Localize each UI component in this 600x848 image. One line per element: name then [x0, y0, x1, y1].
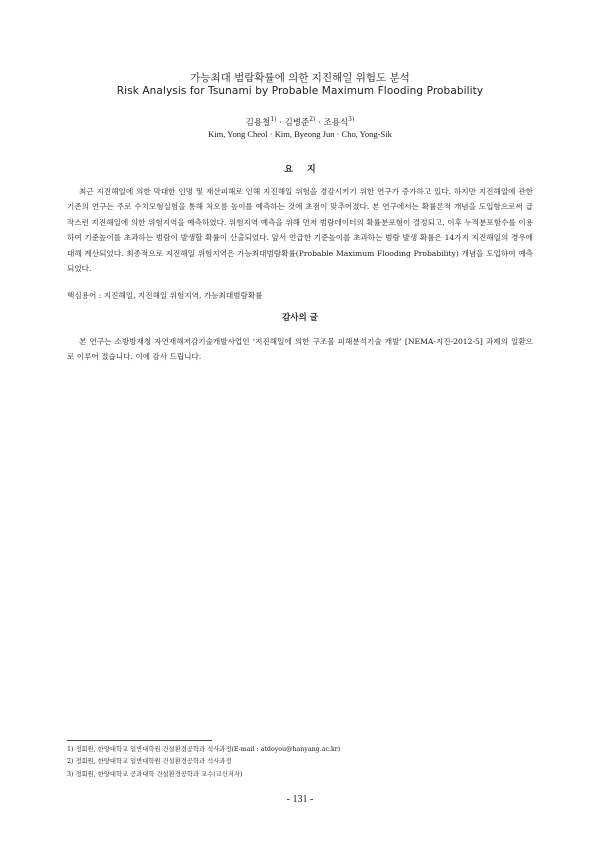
footnote-item: 1) 정회원, 한양대학교 일반대학원 건설환경공학과 석사과정(E-mail : atdoyou@hanyang.ac.kr) — [67, 746, 341, 753]
footnote-divider — [67, 740, 212, 741]
author-mark: 1) — [270, 116, 277, 124]
abstract-text: 최근 지진해일에 의한 막대한 인명 및 재산피해로 인해 지진해일 위험을 경감시키기 위한 연구가 증가하고 있다. 하지만 지진해일에 관한 기존의 연구는 주로 수치모형실험을 통해 처오름 높이를 예측하는 것에 초점이 맞추어졌다. 본 연구에서는 확률론적 개념을 도입함으로써 급작스런 지진해일에 의한 위험지역을 예측하였다. 위험지역 예측을 위해 먼저 범람데이터의 확률분포형이 결정되고, 이후 누적분포함수를 이용하여 기준높이를 초과하는 범람이 발생할 확률이 산출되었다. 앞서 언급한 기준높이를 초과하는 범람 발생 확률은 14가지 지진해일의 경우에 대해 계산되었다. 최종적으로 지진해일 위험지역은 가능최대범람확률(Probable Maximum Flooding Probability) 개념을 도입하여 예측되었다. — [67, 187, 533, 274]
keywords: 핵심용어 : 지진해일, 지진해일 위험지역, 가능최대범람확률 — [67, 291, 263, 300]
acknowledgement-body — [67, 334, 533, 364]
page-number: - 131 - — [286, 794, 314, 805]
abstract-heading: 요지 — [284, 165, 330, 175]
title-english: Risk Analysis for Tsunami by Probable Maximum Flooding Probability — [116, 85, 484, 97]
authors-english: Kim, Yong Cheol · Kim, Byeong Jun · Cho, Yong-Sik — [208, 129, 392, 139]
footnote-item: 3) 정회원, 한양대학교 공과대학 건설환경공학과 교수(교신저자) — [67, 770, 243, 778]
footnote-item: 2) 정회원, 한양대학교 일반대학원 건설환경공학과 석사과정 — [67, 758, 232, 766]
author-separator: · — [315, 118, 324, 128]
author-name: 김병준 — [284, 118, 310, 128]
author-mark: 3) — [348, 116, 355, 124]
abstract-body — [67, 184, 533, 276]
author-name: 조용식 — [323, 118, 349, 128]
author-separator: · — [276, 118, 285, 128]
title-korean: 가능최대 범람확률에 의한 지진해일 위험도 분석 — [190, 72, 410, 84]
author-name: 김용철 — [245, 118, 271, 128]
acknowledgement-heading: 감사의 글 — [282, 313, 318, 323]
footnotes — [67, 744, 533, 781]
acknowledgement-text: 본 연구는 소방방재청 자연재해저감기술개발사업인 ‘지진해일에 의한 구조물 피해분석기술 개발’ [NEMA-지진-2012-5] 과제의 일환으로 이루어 졌습니다. 이에 감사 드립니다. — [67, 337, 533, 361]
author-mark: 2) — [309, 116, 316, 124]
authors-korean — [0, 116, 600, 128]
